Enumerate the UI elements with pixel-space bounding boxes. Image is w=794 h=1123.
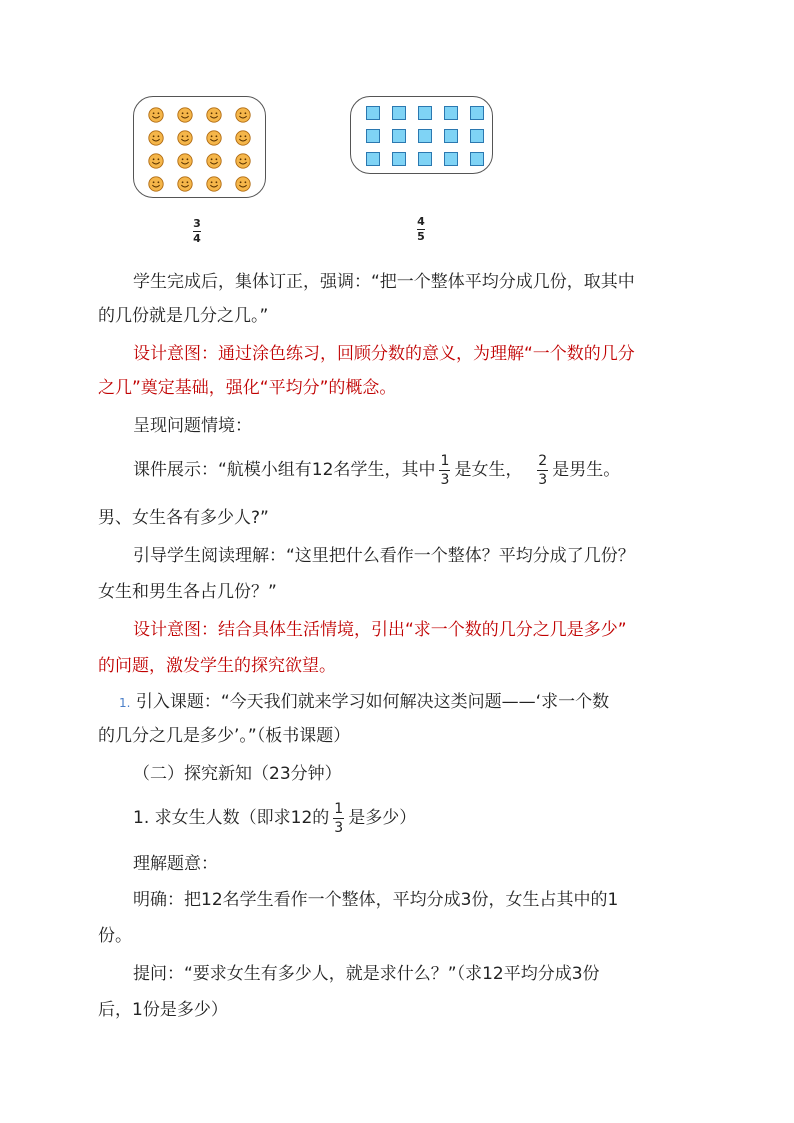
paragraph-line: 男、女生各有多少人?” <box>98 508 269 528</box>
blue-square <box>392 106 406 120</box>
blue-square <box>444 152 458 166</box>
text-segment: 课件展示：“航模小组有12名学生，其中 <box>133 460 436 480</box>
blue-square <box>470 106 484 120</box>
fraction-numerator: 4 <box>417 215 425 228</box>
blue-square <box>418 106 432 120</box>
inline-fraction <box>537 453 548 488</box>
paragraph-line: 理解题意： <box>133 854 218 874</box>
text-segment: 是男生。 <box>552 460 621 480</box>
section-heading: （二）探究新知（23分钟） <box>133 764 342 784</box>
smiley-face-icon <box>235 130 251 146</box>
paragraph-line <box>119 684 719 721</box>
fraction-denominator: 5 <box>417 230 425 243</box>
fraction-denominator: 3 <box>538 471 548 488</box>
paragraph-line: 后，1份是多少） <box>98 1000 228 1020</box>
smiley-face-icon <box>206 176 222 192</box>
fraction-denominator: 3 <box>334 819 344 836</box>
paragraph-line-with-fraction <box>133 800 733 836</box>
smiley-face-icon <box>206 153 222 169</box>
smiley-face-icon <box>177 176 193 192</box>
fraction-denominator: 4 <box>193 232 201 245</box>
fraction-numerator: 3 <box>193 217 201 230</box>
smiley-face-icon <box>235 176 251 192</box>
blue-square <box>444 106 458 120</box>
smiley-face-icon <box>148 176 164 192</box>
paragraph-line: 呈现问题情境： <box>133 416 252 436</box>
paragraph-line: 份。 <box>98 926 132 946</box>
text-segment: 1. 求女生人数（即求12的 <box>133 808 330 828</box>
blue-square <box>444 129 458 143</box>
square-grid-figure <box>350 96 493 174</box>
fraction-numerator: 1 <box>334 800 344 817</box>
blue-square <box>366 152 380 166</box>
inline-fraction <box>333 801 344 836</box>
design-intent-line: 设计意图：结合具体生活情境，引出“求一个数的几分之几是多少” <box>133 620 627 640</box>
text-segment: 是多少） <box>348 808 417 828</box>
blue-square <box>392 152 406 166</box>
design-intent-line: 设计意图：通过涂色练习，回顾分数的意义，为理解“一个数的几分 <box>133 344 635 364</box>
text-segment: 是女生， <box>454 460 523 480</box>
paragraph-line: 女生和男生各占几份？” <box>98 582 277 602</box>
smiley-face-icon <box>148 107 164 123</box>
blue-square <box>392 129 406 143</box>
smiley-face-icon <box>148 153 164 169</box>
text-segment: 引入课题：“今天我们就来学习如何解决这类问题——‘求一个数 <box>135 692 610 712</box>
list-marker: 1. <box>119 696 131 710</box>
fraction-label-square <box>417 216 425 243</box>
smiley-face-icon <box>177 130 193 146</box>
inline-fraction <box>439 453 450 488</box>
fraction-numerator: 1 <box>440 452 450 469</box>
smiley-face-icon <box>235 153 251 169</box>
design-intent-line: 之几”奠定基础，强化“平均分”的概念。 <box>98 378 397 398</box>
paragraph-line: 明确：把12名学生看作一个整体，平均分成3份，女生占其中的1 <box>133 890 619 910</box>
blue-square <box>470 129 484 143</box>
blue-square <box>366 106 380 120</box>
smiley-face-icon <box>177 107 193 123</box>
smiley-face-icon <box>148 130 164 146</box>
blue-square <box>470 152 484 166</box>
smiley-face-icon <box>235 107 251 123</box>
blue-square <box>366 129 380 143</box>
design-intent-line: 的问题，激发学生的探究欲望。 <box>98 656 336 676</box>
smiley-face-icon <box>206 130 222 146</box>
smiley-face-icon <box>206 107 222 123</box>
blue-square <box>418 152 432 166</box>
paragraph-line: 的几份就是几分之几。” <box>98 306 269 326</box>
blue-square <box>418 129 432 143</box>
paragraph-line: 的几分之几是多少’。”（板书课题） <box>98 726 351 746</box>
paragraph-line-with-fractions <box>133 452 733 488</box>
smiley-grid-figure <box>133 96 266 198</box>
paragraph-line: 提问：“要求女生有多少人，就是求什么？”（求12平均分成3份 <box>133 964 600 984</box>
smiley-face-icon <box>177 153 193 169</box>
fraction-denominator: 3 <box>440 471 450 488</box>
paragraph-line: 引导学生阅读理解：“这里把什么看作一个整体？平均分成了几份？ <box>133 546 635 566</box>
fraction-numerator: 2 <box>538 452 548 469</box>
fraction-label-smiley <box>193 218 201 245</box>
paragraph-line: 学生完成后，集体订正，强调：“把一个整体平均分成几份，取其中 <box>133 272 635 292</box>
